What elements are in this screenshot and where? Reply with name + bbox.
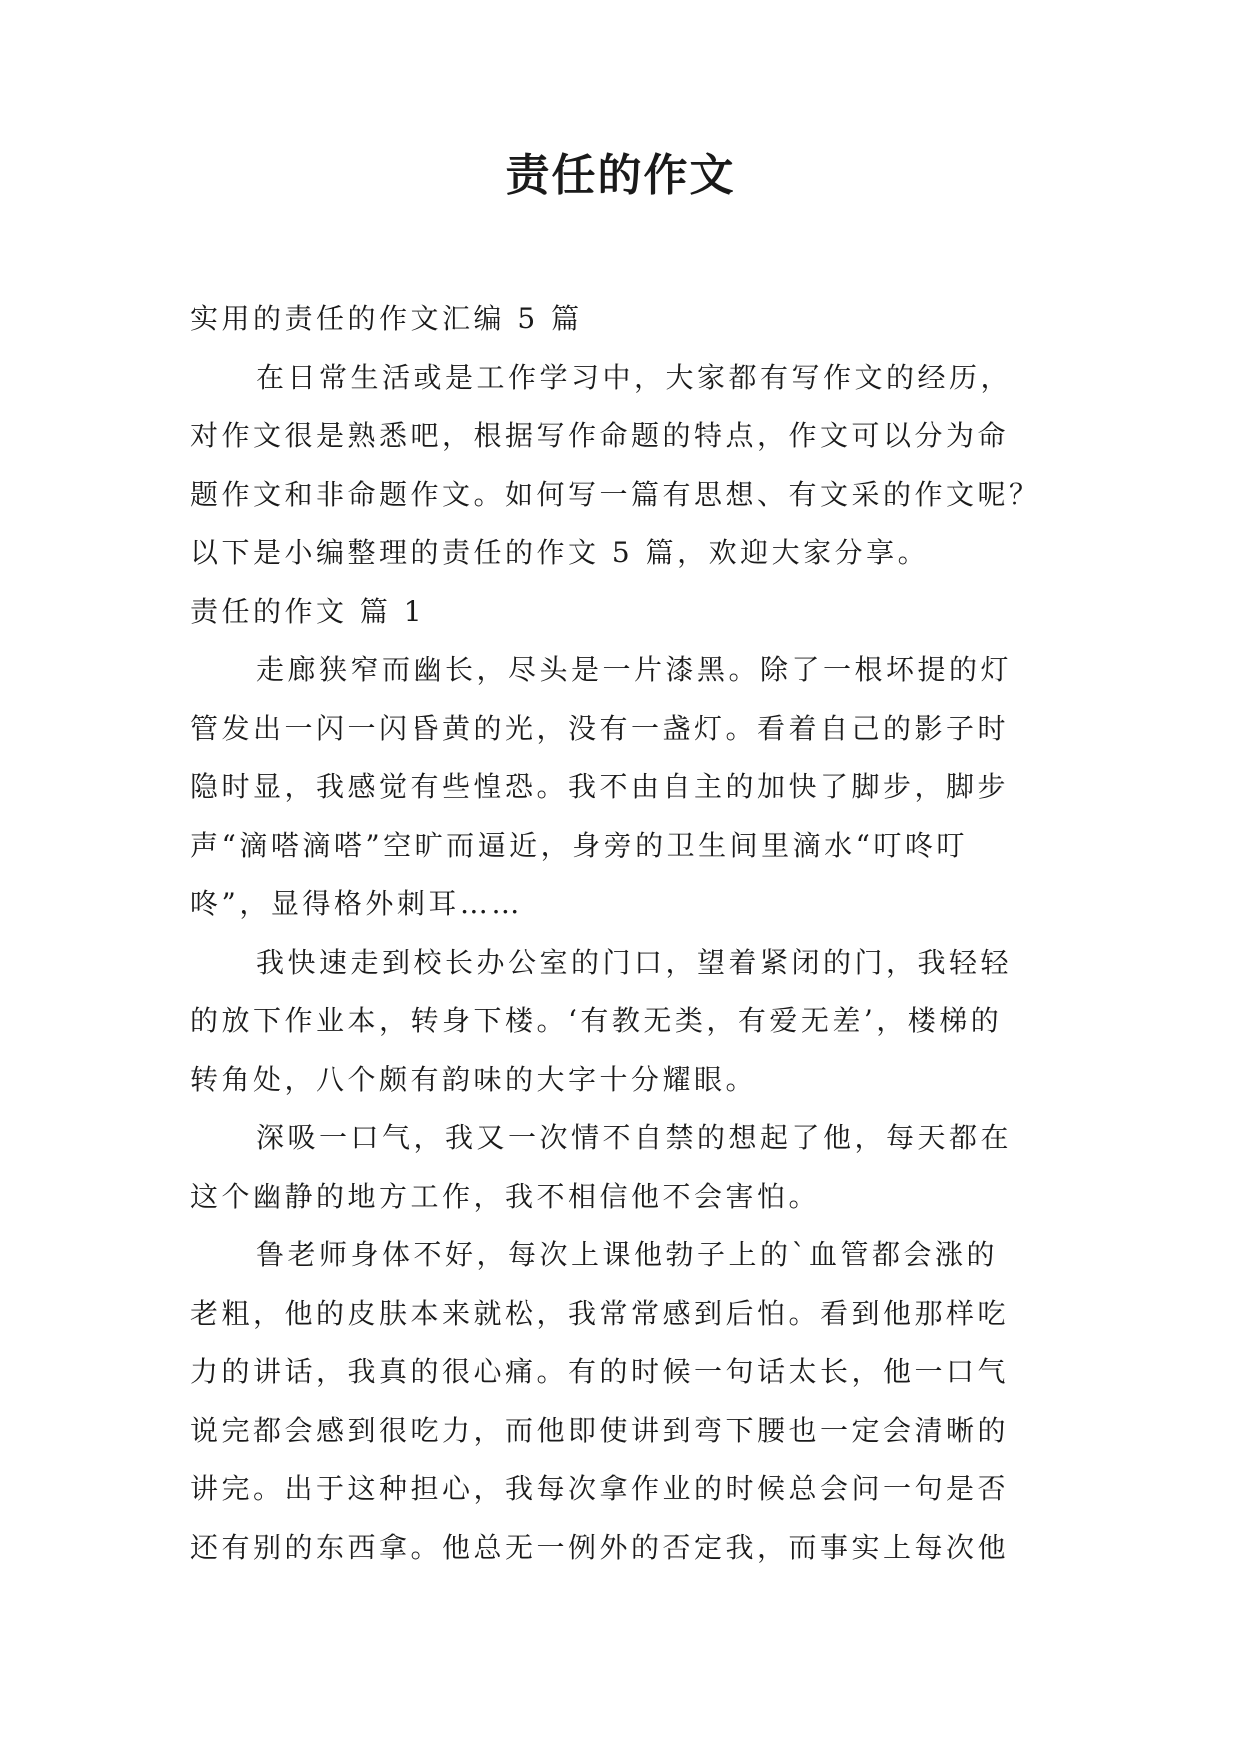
text-line: 深吸一口气，我又一次情不自禁的想起了他，每天都在 [256, 1121, 1013, 1154]
text-line: 隐时显，我感觉有些惶恐。我不由自主的加快了脚步，脚步 [190, 770, 1010, 803]
text-line: 在日常生活或是工作学习中，大家都有写作文的经历， [256, 360, 1013, 394]
document-body [190, 290, 1060, 1577]
text-line: 我快速走到校长办公室的门口，望着紧闭的门，我轻轻 [256, 945, 1013, 979]
text-line: 题作文和非命题作文。如何写一篇有思想、有文采的作文呢？ [190, 477, 1041, 511]
text-line: 力的讲话，我真的很心痛。有的时候一句话太长，他一口气 [190, 1355, 1010, 1388]
text-line: 走廊狭窄而幽长，尽头是一片漆黑。除了一根坏提的灯 [256, 653, 1013, 686]
text-line: 还有别的东西拿。他总无一例外的否定我，而事实上每次他 [190, 1530, 1010, 1564]
text-line: 鲁老师身体不好，每次上课他勃子上的`血管都会涨的 [256, 1238, 999, 1271]
text-line: 以下是小编整理的责任的作文 5 篇，欢迎大家分享。 [190, 536, 930, 569]
text-line: 转角处，八个颇有韵味的大字十分耀眼。 [190, 1062, 758, 1096]
document-title: 责任的作文 [505, 150, 736, 201]
text-line: 声“滴嗒滴嗒”空旷而逼近，身旁的卫生间里滴水“叮咚叮 [190, 828, 968, 862]
text-line: 的放下作业本，转身下楼。‘有教无类，有爱无差’，楼梯的 [190, 1004, 1003, 1037]
text-line: 对作文很是熟悉吧，根据写作命题的特点，作文可以分为命 [190, 419, 1010, 452]
text-line: 责任的作文 篇 1 [190, 594, 426, 628]
text-line: 说完都会感到很吃力，而他即使讲到弯下腰也一定会清晰的 [190, 1413, 1010, 1447]
text-line: 管发出一闪一闪昏黄的光，没有一盏灯。看着自己的影子时 [190, 711, 1010, 745]
text-line: 咚”，显得格外刺耳…… [190, 887, 523, 920]
text-line: 老粗，他的皮肤本来就松，我常常感到后怕。看到他那样吃 [190, 1296, 1010, 1330]
text-line: 实用的责任的作文汇编 5 篇 [190, 302, 583, 335]
text-line: 讲完。出于这种担心，我每次拿作业的时候总会问一句是否 [190, 1472, 1010, 1505]
text-line: 这个幽静的地方工作，我不相信他不会害怕。 [190, 1179, 821, 1213]
